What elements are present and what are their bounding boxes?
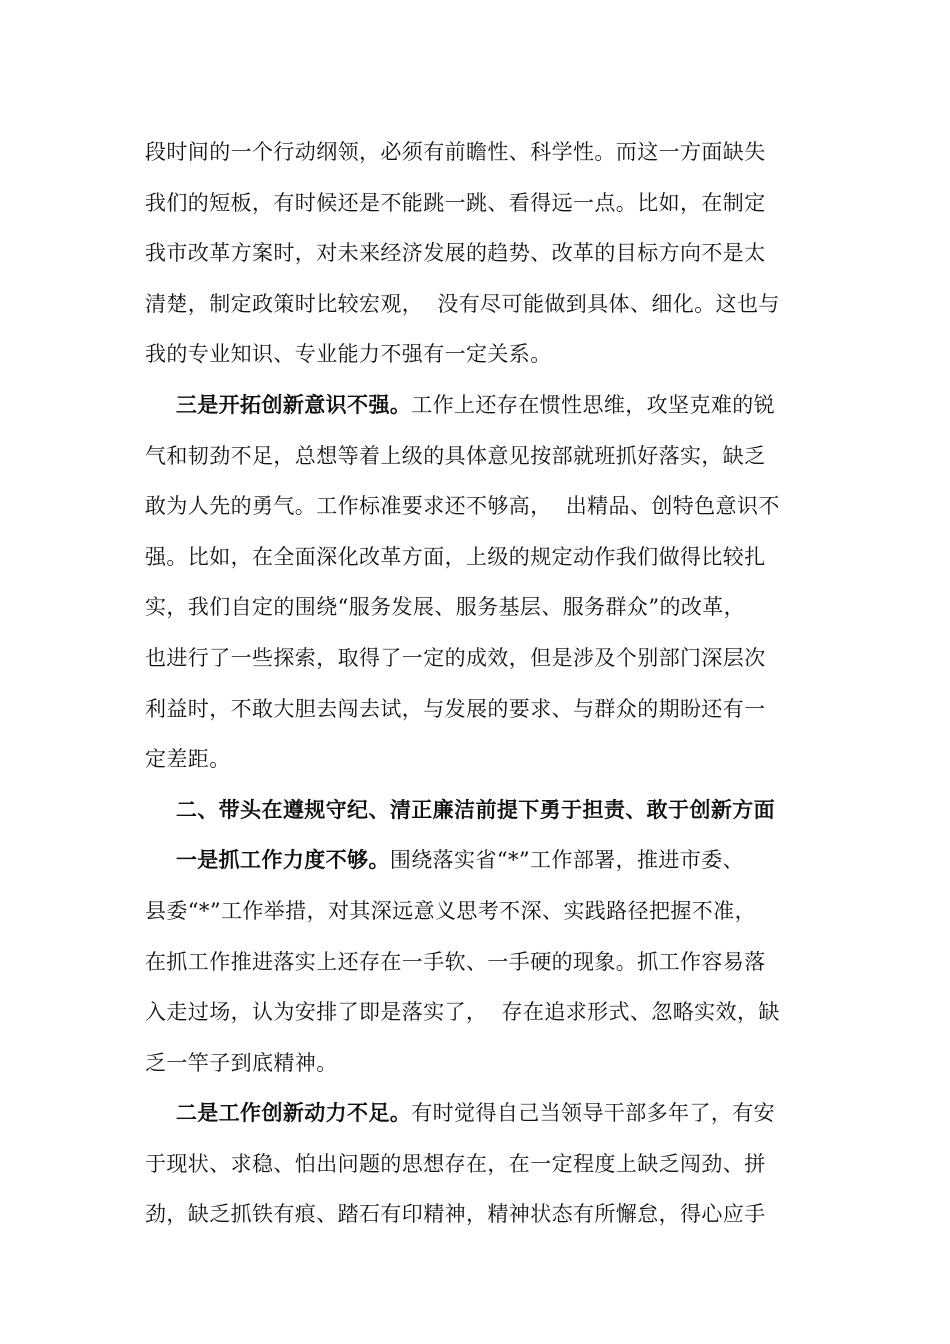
document-body — [145, 127, 805, 1240]
text-line — [145, 532, 805, 583]
line-text: 有时觉得自己当领导干部多年了，有安 — [411, 1101, 776, 1126]
line-text: 我的专业知识、专业能力不强有一定关系。 — [145, 342, 552, 367]
line-text: 气和韧劲不足，总想等着上级的具体意见按部就班抓好落实，缺乏 — [145, 443, 766, 468]
line-text: 工作上还存在惯性思维，攻坚克难的锐 — [411, 392, 776, 417]
line-text: 清楚，制定政策时比较宏观， 没有尽可能做到具体、细化。这也与 — [145, 291, 780, 316]
line-text: 劲，缺乏抓铁有痕、踏石有印精神，精神状态有所懈怠，得心应手 — [145, 1202, 766, 1227]
text-line — [145, 684, 805, 735]
line-text: 段时间的一个行动纲领，必须有前瞻性、科学性。而这一方面缺失 — [145, 140, 766, 164]
text-line — [145, 1139, 805, 1190]
text-line — [145, 633, 805, 684]
line-text: 实，我们自定的围绕“服务发展、服务基层、服务群众”的改革， — [145, 595, 746, 620]
text-line — [145, 1038, 805, 1089]
section-heading: 二、带头在遵规守纪、清正廉洁前提下勇于担责、敢于创新方面 — [145, 796, 776, 822]
line-text: 我市改革方案时，对未来经济发展的趋势、改革的目标方向不是太 — [145, 241, 766, 266]
paragraph-start-line — [145, 1088, 805, 1139]
line-text: 也进行了一些探索，取得了一定的成效，但是涉及个别部门深层次 — [145, 645, 766, 670]
text-line — [145, 987, 805, 1038]
line-text: 利益时，不敢大胆去闯去试，与发展的要求、与群众的期盼还有一 — [145, 696, 766, 721]
text-line — [145, 431, 805, 482]
subheading-bold: 三是开拓创新意识不强。 — [145, 391, 412, 417]
text-line — [145, 127, 805, 178]
text-line — [145, 937, 805, 988]
subheading-bold: 二是工作创新动力不足。 — [145, 1100, 412, 1126]
line-text: 县委“*”工作举措，对其深远意义思考不深、实践路径把握不准， — [145, 898, 756, 923]
paragraph-start-line — [145, 380, 805, 431]
line-text: 乏一竿子到底精神。 — [145, 1050, 338, 1075]
line-text: 定差距。 — [145, 747, 231, 772]
text-line — [145, 329, 805, 380]
text-line — [145, 279, 805, 330]
text-line — [145, 1189, 805, 1240]
line-text: 在抓工作推进落实上还存在一手软、一手硬的现象。抓工作容易落 — [145, 949, 766, 974]
line-text: 于现状、求稳、怕出问题的思想存在，在一定程度上缺乏闯劲、拼 — [145, 1151, 766, 1176]
line-text: 入走过场，认为安排了即是落实了， 存在追求形式、忽略实效，缺 — [145, 1000, 780, 1025]
text-line — [145, 886, 805, 937]
text-line — [145, 734, 805, 785]
paragraph-start-line — [145, 835, 805, 886]
text-line — [145, 582, 805, 633]
text-line — [145, 481, 805, 532]
line-text: 敢为人先的勇气。工作标准要求还不够高， 出精品、创特色意识不 — [145, 494, 780, 519]
subheading-bold: 一是抓工作力度不够。 — [145, 847, 390, 873]
text-line — [145, 228, 805, 279]
text-line — [145, 178, 805, 229]
line-text: 围绕落实省“*”工作部署，推进市委、 — [389, 848, 745, 873]
line-text: 我们的短板，有时候还是不能跳一跳、看得远一点。比如，在制定 — [145, 190, 766, 215]
section-heading-line — [145, 785, 805, 836]
line-text: 强。比如，在全面深化改革方面，上级的规定动作我们做得比较扎 — [145, 544, 766, 569]
